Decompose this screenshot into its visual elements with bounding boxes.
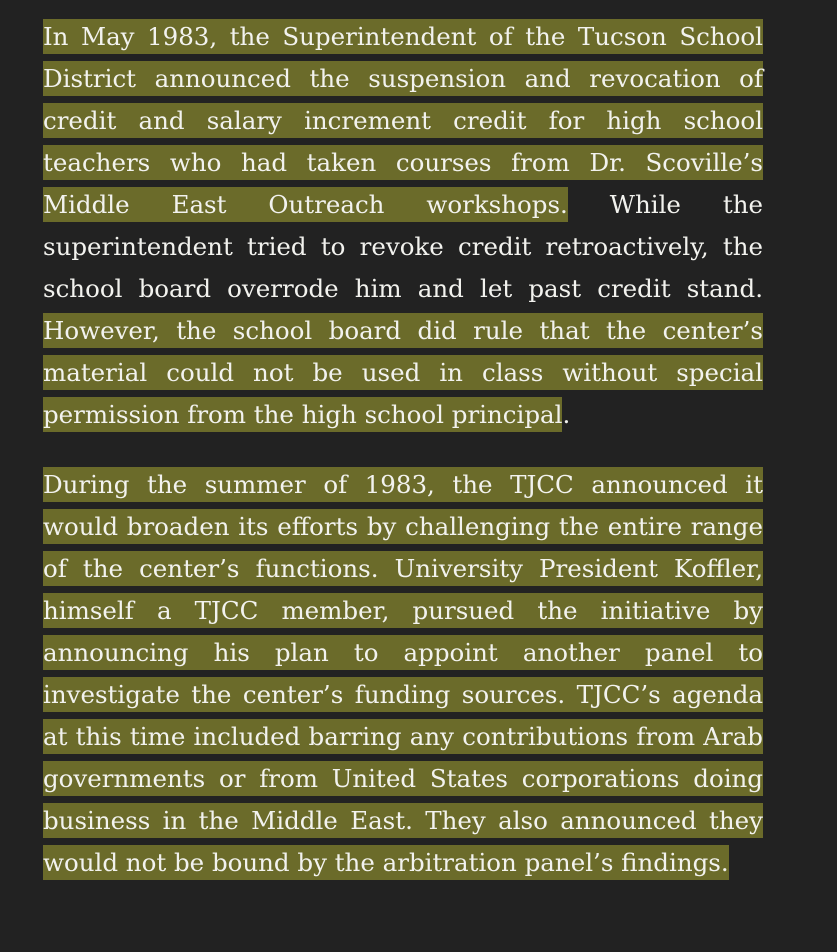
highlighted-passage: During the summer of 1983, the TJCC announced it would broaden its efforts by challenging the entire range of the center’s functions. University President Koffler, himself a TJCC member, pursued the initiative by announcing his plan to appoint another panel to investigate the center’s funding sources. TJCC’s agenda at this time included barring any contributions from Arab governments or from United States corporations doing business in the Middle East. They also announced they would not be bound by the arbitration panel’s findings.	[43, 467, 763, 880]
plain-passage: .	[562, 400, 571, 429]
plain-passage: While the superintendent tried to revoke credit retroactively, the school board overrode him and let past credit stand.	[43, 190, 763, 303]
highlighted-passage: In May 1983, the Superintendent of the Tucson School District announced the suspension and revocation of credit and salary increment credit for high school teachers who had taken courses from Dr. Scoville’s Middle East Outreach workshops.	[43, 19, 763, 222]
document-body	[43, 16, 763, 884]
highlighted-passage: However, the school board did rule that the center’s material could not be used in class without special permission from the high school principal	[43, 313, 763, 432]
paragraph-1	[43, 16, 763, 436]
paragraph-2	[43, 464, 763, 884]
